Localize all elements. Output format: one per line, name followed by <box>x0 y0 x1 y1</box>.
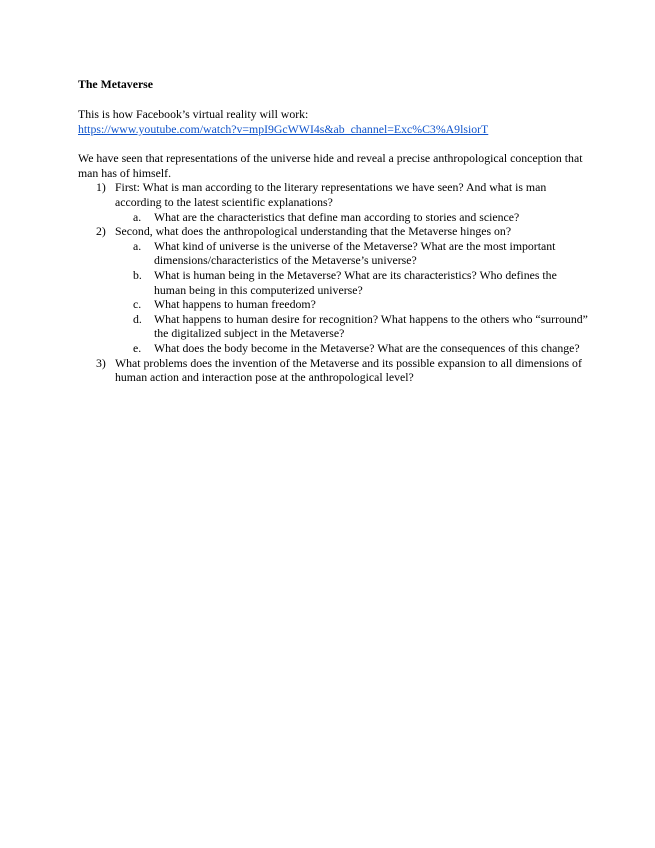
subquestion-item <box>115 312 588 341</box>
list-letter: a. <box>133 238 142 253</box>
document-title: The Metaverse <box>78 77 154 91</box>
subquestion-list <box>115 210 588 225</box>
list-letter: c. <box>133 297 142 312</box>
subquestion-item <box>115 268 588 297</box>
question-text: Second, what does the anthropological understanding that the Metaverse hinges on? <box>115 224 512 239</box>
video-link-line <box>78 122 588 137</box>
subquestion-list <box>115 239 588 356</box>
intro-paragraph: We have seen that representations of the universe hide and reveal a precise anthropological conception that man has of himself. <box>78 151 583 180</box>
list-letter: e. <box>133 340 142 355</box>
list-letter: d. <box>133 311 142 326</box>
question-item-3 <box>78 356 588 385</box>
list-number: 3) <box>96 355 106 370</box>
list-letter: b. <box>133 267 142 282</box>
question-item-1 <box>78 180 588 224</box>
list-number: 1) <box>96 180 106 195</box>
list-number: 2) <box>96 224 106 239</box>
subquestion-item <box>115 239 588 268</box>
document-page <box>78 77 588 385</box>
subquestion-text: What are the characteristics that define man according to stories and science? <box>154 209 520 224</box>
video-link[interactable]: https://www.youtube.com/watch?v=mpI9GcWWI4s&ab_channel=Exc%C3%A9lsiorT <box>78 121 489 136</box>
subquestion-text: What happens to human desire for recognition? What happens to the others who “surround” the digitalized subject in the Metaverse? <box>154 311 588 341</box>
subquestion-item <box>115 297 588 312</box>
subquestion-text: What is human being in the Metaverse? What are its characteristics? Who defines the human being in this computerized universe? <box>154 267 557 297</box>
list-letter: a. <box>133 209 142 224</box>
question-text: First: What is man according to the literary representations we have seen? And what is man according to the latest scientific explanations? <box>115 180 547 209</box>
subquestion-item <box>115 341 588 356</box>
question-item-2 <box>78 224 588 355</box>
subquestion-text: What happens to human freedom? <box>154 297 316 312</box>
question-text: What problems does the invention of the Metaverse and its possible expansion to all dimensions of human action and interaction pose at the anthropological level? <box>115 355 582 385</box>
spacer <box>78 92 588 107</box>
subquestion-item <box>115 210 588 225</box>
spacer <box>78 136 588 151</box>
intro-line: This is how Facebook’s virtual reality will work: <box>78 107 309 121</box>
subquestion-text: What kind of universe is the universe of the Metaverse? What are the most important dimensions/characteristics of the Metaverse’s universe? <box>154 238 556 268</box>
subquestion-text: What does the body become in the Metaverse? What are the consequences of this change? <box>154 340 580 355</box>
question-list <box>78 180 588 384</box>
